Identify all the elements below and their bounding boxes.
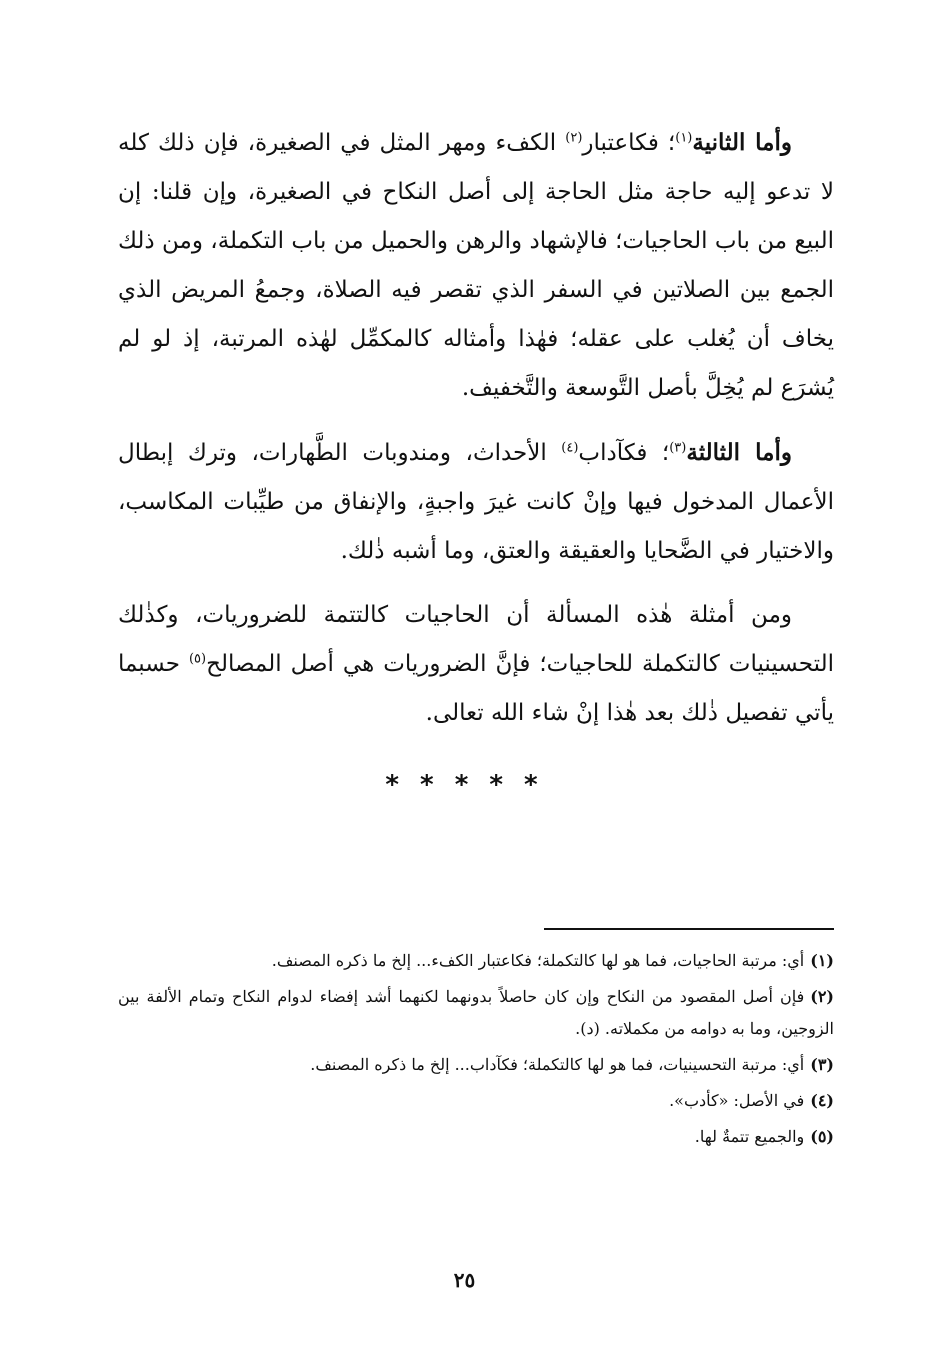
- footnote-divider: [544, 928, 834, 930]
- footnote: [118, 945, 834, 977]
- paragraph-text: ؛ فكآداب: [578, 440, 670, 466]
- footnote-ref[interactable]: (٤): [561, 440, 579, 456]
- footnote-text: فإن أصل المقصود من النكاح وإن كان حاصلاً بدونهما لكنهما أشد إفضاء لدوام النكاح وتمام الألفة بين الزوجين، وما به دوامه من مكملاته. (د).: [118, 987, 834, 1038]
- footnotes: [118, 945, 834, 1157]
- paragraph-text: الكفء ومهر المثل في الصغيرة، فإن ذلك كله لا تدعو إليه حاجة مثل الحاجة إلى أصل النكاح في الصغيرة، وإن قلنا: إن البيع من باب الحاجيات؛ فالإشهاد والرهن والحميل من باب التكملة، ومن ذلك الجمع بين الصلاتين في السفر الذي تقصر فيه الصلاة، وجمعُ المريض الذي يخاف أن يُغلب على عقله؛ فهٰذا وأمثاله كالمكمِّل لهٰذه المرتبة، إذ لو لم يُشرَع لم يُخِلَّ بأصل التَّوسعة والتَّخفيف.: [118, 130, 834, 401]
- footnote-ref[interactable]: (٣): [669, 440, 687, 456]
- paragraph-text: ؛ فكاعتبار: [582, 130, 676, 156]
- page-number: ٢٥: [453, 1268, 476, 1292]
- footnote-number: (٢): [810, 987, 834, 1006]
- footnote-number: (١): [810, 951, 834, 970]
- footnote-ref[interactable]: (١): [675, 130, 693, 146]
- paragraph-text: حسبما يأتي تفصيل ذٰلك بعد هٰذا إنْ شاء الله تعالى.: [118, 651, 834, 726]
- footnote: [118, 981, 834, 1045]
- footnote-ref[interactable]: (٢): [565, 130, 583, 146]
- footnote: [118, 1085, 834, 1117]
- section-separator: * * * * *: [385, 770, 544, 800]
- paragraph-lead: وأما الثانية: [692, 129, 792, 156]
- paragraph-lead: وأما الثالثة: [686, 439, 792, 466]
- footnote-text: والجميع تتمةٌ لها.: [694, 1127, 805, 1146]
- footnote-text: أي: مرتبة التحسينيات، فما هو لها كالتكملة؛ فكآداب... إلخ ما ذكره المصنف.: [310, 1055, 805, 1074]
- main-text: [118, 118, 834, 753]
- footnote: [118, 1049, 834, 1081]
- footnote-ref[interactable]: (٥): [188, 651, 207, 667]
- paragraph-second-rank: [118, 118, 834, 413]
- footnote-number: (٤): [810, 1091, 834, 1110]
- paragraph-text: الأحداث، ومندوبات الطَّهارات، وترك إبطال الأعمال المدخول فيها وإنْ كانت غيرَ واجبةٍ، والإنفاق من طيِّبات المكاسب، والاختيار في الضَّحايا والعقيقة والعتق، وما أشبه ذٰلك.: [118, 440, 834, 564]
- paragraph-text: ومن أمثلة هٰذه المسألة أن الحاجيات كالتتمة للضروريات، وكذٰلك التحسينيات كالتكملة للحاجيات؛ فإنَّ الضروريات هي أصل المصالح: [118, 602, 834, 677]
- paragraph-examples: [118, 591, 834, 738]
- footnote-text: في الأصل: «كأدب».: [669, 1091, 805, 1110]
- footnote: [118, 1121, 834, 1153]
- footnote-number: (٣): [810, 1055, 834, 1074]
- footnote-number: (٥): [810, 1127, 834, 1146]
- paragraph-third-rank: [118, 428, 834, 576]
- footnote-text: أي: مرتبة الحاجيات، فما هو لها كالتكملة؛ فكاعتبار الكفء... إلخ ما ذكره المصنف.: [271, 951, 805, 970]
